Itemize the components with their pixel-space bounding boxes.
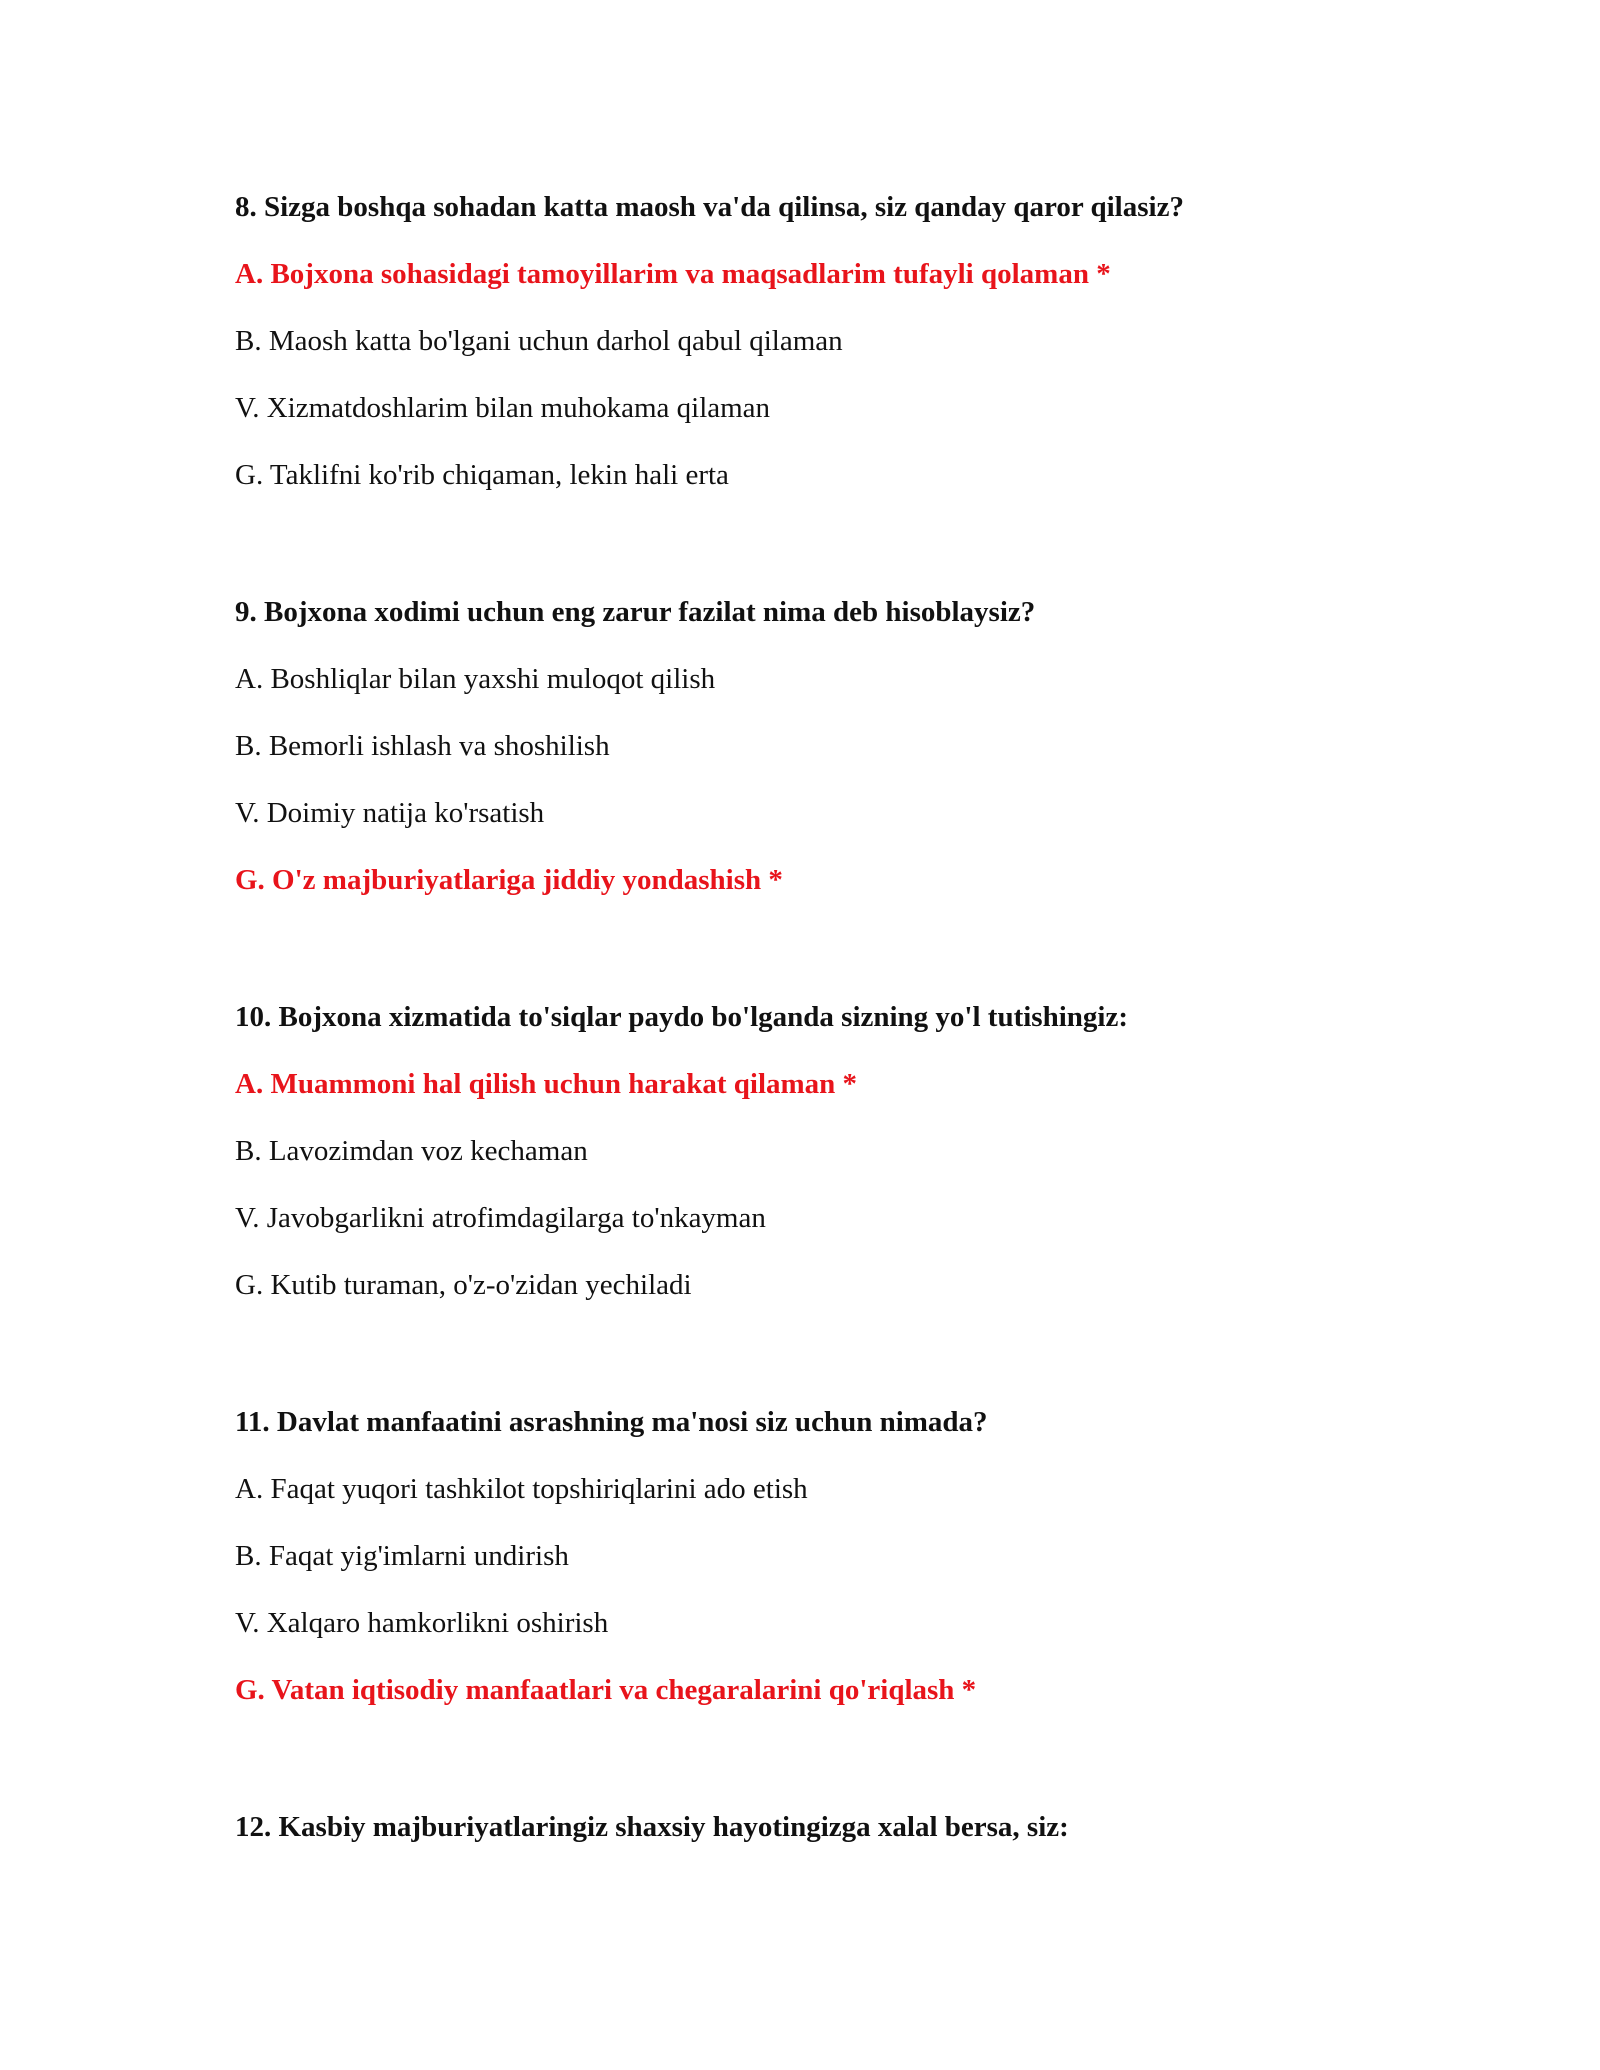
answer-option: G. Taklifni ko'rib chiqaman, lekin hali erta [235, 459, 729, 491]
question-title: 10. Bojxona xizmatida to'siqlar paydo bo'lganda sizning yo'l tutishingiz: [235, 1001, 1128, 1033]
answer-option: B. Faqat yig'imlarni undirish [235, 1540, 569, 1572]
answer-option-correct: A. Muammoni hal qilish uchun harakat qilaman * [235, 1068, 858, 1100]
answer-option: A. Faqat yuqori tashkilot topshiriqlarini ado etish [235, 1473, 808, 1505]
answer-option: B. Maosh katta bo'lgani uchun darhol qabul qilaman [235, 325, 843, 357]
question-title: 11. Davlat manfaatini asrashning ma'nosi siz uchun nimada? [235, 1406, 988, 1438]
answer-option-correct: A. Bojxona sohasidagi tamoyillarim va maqsadlarim tufayli qolaman * [235, 258, 1111, 290]
answer-option: B. Bemorli ishlash va shoshilish [235, 730, 610, 762]
answer-option: V. Javobgarlikni atrofimdagilarga to'nkayman [235, 1202, 766, 1234]
answer-option-correct: G. Vatan iqtisodiy manfaatlari va chegaralarini qo'riqlash * [235, 1674, 977, 1706]
question-10 [235, 1000, 1435, 1335]
question-8 [235, 190, 1435, 525]
answer-option: V. Doimiy natija ko'rsatish [235, 797, 545, 829]
question-11 [235, 1405, 1435, 1740]
question-9 [235, 595, 1435, 930]
answer-option: A. Boshliqlar bilan yaxshi muloqot qilish [235, 663, 716, 695]
answer-option-correct: G. O'z majburiyatlariga jiddiy yondashish * [235, 864, 783, 896]
answer-option: V. Xizmatdoshlarim bilan muhokama qilaman [235, 392, 771, 424]
answer-option: G. Kutib turaman, o'z-o'zidan yechiladi [235, 1269, 692, 1301]
question-title: 8. Sizga boshqa sohadan katta maosh va'da qilinsa, siz qanday qaror qilasiz? [235, 191, 1184, 223]
question-12 [235, 1810, 1435, 1877]
question-title: 12. Kasbiy majburiyatlaringiz shaxsiy hayotingizga xalal bersa, siz: [235, 1811, 1069, 1843]
question-title: 9. Bojxona xodimi uchun eng zarur fazilat nima deb hisoblaysiz? [235, 596, 1036, 628]
answer-option: B. Lavozimdan voz kechaman [235, 1135, 588, 1167]
answer-option: V. Xalqaro hamkorlikni oshirish [235, 1607, 609, 1639]
